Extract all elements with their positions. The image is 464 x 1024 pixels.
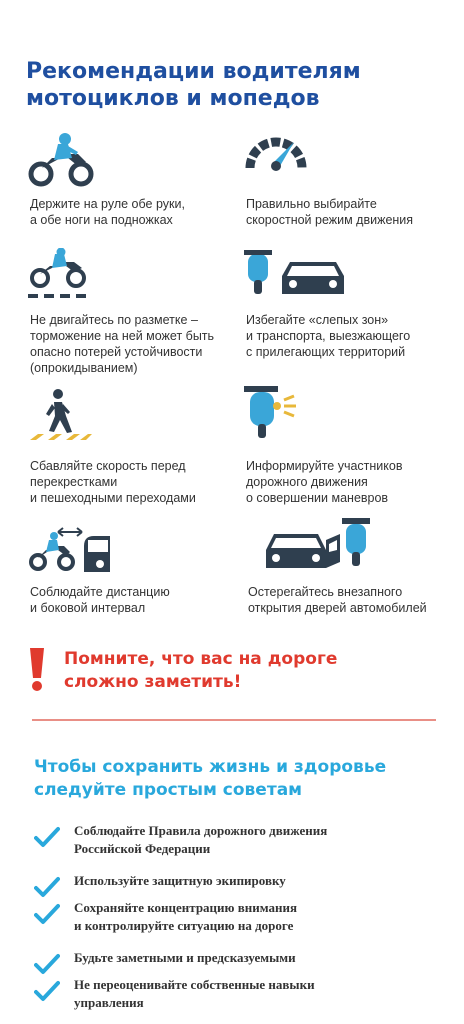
rec-text-7: Соблюдайте дистанцию и боковой интервал (30, 585, 170, 615)
rec-text-5: Сбавляйте скорость перед перекрестками и пешеходными переходами (30, 459, 196, 505)
tips-heading-line-1: Чтобы сохранить жизнь и здоровье (34, 757, 387, 777)
rec-text-1: Держите на руле обе руки, а обе ноги на подножках (30, 197, 185, 227)
tips-heading-line-2: следуйте простым советам (34, 780, 303, 800)
title-line-1: Рекомендации водителям (26, 59, 361, 84)
check-icon (34, 826, 60, 853)
rec-text-6: Информируйте участников дорожного движения о совершении маневров (246, 459, 403, 505)
list-item: Сохраняйте концентрацию внимания и контролируйте ситуацию на дороге (34, 899, 434, 949)
rec-text-2: Правильно выбирайте скоростной режим движения (246, 197, 414, 227)
motorcycle-rider-icon (28, 132, 96, 195)
scooter-and-car-icon (244, 246, 354, 303)
scooter-signal-icon (244, 380, 304, 445)
rec-text-8: Остерегайтесь внезапного открытия дверей автомобилей (248, 585, 427, 615)
list-item: Соблюдайте Правила дорожного движения Российской Федерации (34, 822, 434, 872)
speedometer-icon (244, 124, 308, 185)
warning-message (64, 648, 384, 694)
car-door-opening-icon (264, 510, 374, 579)
warning-line-1: Помните, что вас на дороге (64, 649, 338, 669)
check-icon (34, 903, 60, 930)
warning-line-2: сложно заметить! (64, 672, 242, 692)
section-divider (32, 719, 436, 721)
exclamation-icon (28, 646, 46, 697)
pedestrian-crossing-icon (28, 388, 92, 449)
rec-text-3: Не двигайтесь по разметке – торможение на ней может быть опасно потерей устойчивости (опрокидыванием) (30, 313, 215, 375)
title-line-2: мотоциклов и мопедов (26, 86, 320, 111)
motorcycle-on-lane-marking-icon (28, 248, 90, 307)
page-title (26, 58, 446, 112)
list-item: Будьте заметными и предсказуемыми (34, 949, 434, 976)
rec-text-4: Избегайте «слепых зон» и транспорта, выезжающего с прилегающих территорий (246, 313, 411, 359)
list-item: Не переоценивайте собственные навыки управления (34, 976, 434, 1016)
list-item: Используйте защитную экипировку (34, 872, 434, 899)
check-icon (34, 980, 60, 1007)
tips-heading (34, 756, 434, 802)
motorcycle-distance-icon (28, 524, 110, 579)
tips-list (34, 822, 434, 1016)
